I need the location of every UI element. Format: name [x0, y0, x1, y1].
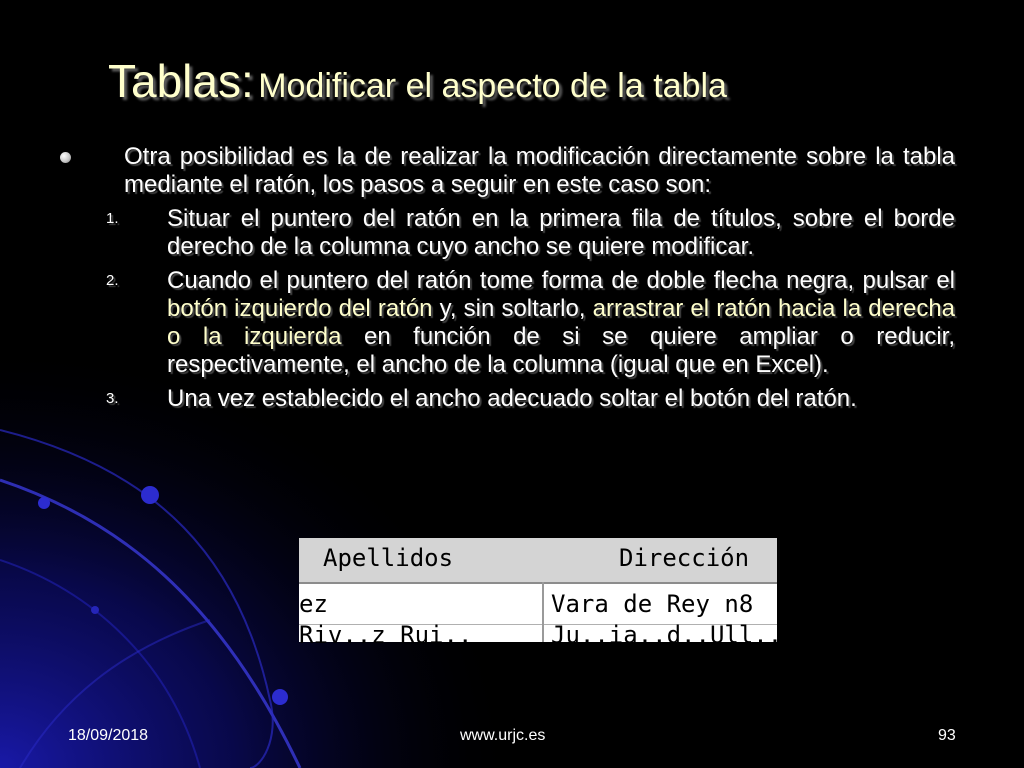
step-item-3 [60, 385, 955, 413]
table-cell: Vara de Rey n8 [551, 590, 754, 618]
header-direccion: Dirección [619, 544, 750, 572]
step-highlight-left-button: botón izquierdo del ratón [167, 295, 433, 322]
title-main: Tablas: [108, 55, 254, 107]
step-number: 3. [106, 390, 119, 407]
step-text-part1: Cuando el puntero del ratón tome forma de doble flecha negra, pulsar el [167, 267, 955, 294]
step-number: 1. [106, 210, 119, 227]
step-text-part3: en función de si se quiere ampliar o reducir, respectivamente, el ancho de la columna (igual que en Excel). [167, 323, 955, 378]
slide-title [108, 54, 1008, 108]
column-divider [542, 582, 544, 642]
footer-url: www.urjc.es [460, 727, 546, 744]
step-text: Situar el puntero del ratón en la primera fila de títulos, sobre el borde derecho de la columna cuyo ancho se quiere modificar. [167, 205, 955, 260]
table-cell: Riv..z Rui.. [299, 621, 473, 649]
slide-content [60, 143, 955, 419]
step-highlight-drag: arrastrar el ratón hacia la derecha o la izquierda [167, 295, 956, 350]
table-header-row [299, 538, 777, 584]
table-cell: ez [299, 590, 328, 618]
step-item-1 [60, 205, 955, 261]
table-screenshot-image [299, 538, 826, 649]
header-apellidos: Apellidos [323, 544, 454, 572]
footer-page-number: 93 [938, 727, 956, 744]
step-item-2 [60, 267, 955, 379]
table-row [299, 584, 777, 625]
title-subtitle: Modificar el aspecto de la tabla [258, 67, 727, 105]
bullet-dot-icon [60, 152, 71, 163]
bullet-item [60, 143, 955, 199]
footer-date: 18/09/2018 [68, 727, 149, 744]
table-cell: Ju..ia..d..Ull..a S [551, 621, 826, 649]
step-text-part2: y, sin soltarlo, [439, 295, 586, 322]
step-number: 2. [106, 272, 119, 289]
bullet-text: Otra posibilidad es la de realizar la modificación directamente sobre la tabla mediante el ratón, los pasos a seguir en este caso son: [124, 143, 955, 198]
column-resize-cursor-icon [819, 538, 859, 582]
step-text: Una vez establecido el ancho adecuado soltar el botón del ratón. [167, 385, 857, 412]
table-row [299, 621, 826, 649]
steps-list [60, 205, 955, 413]
